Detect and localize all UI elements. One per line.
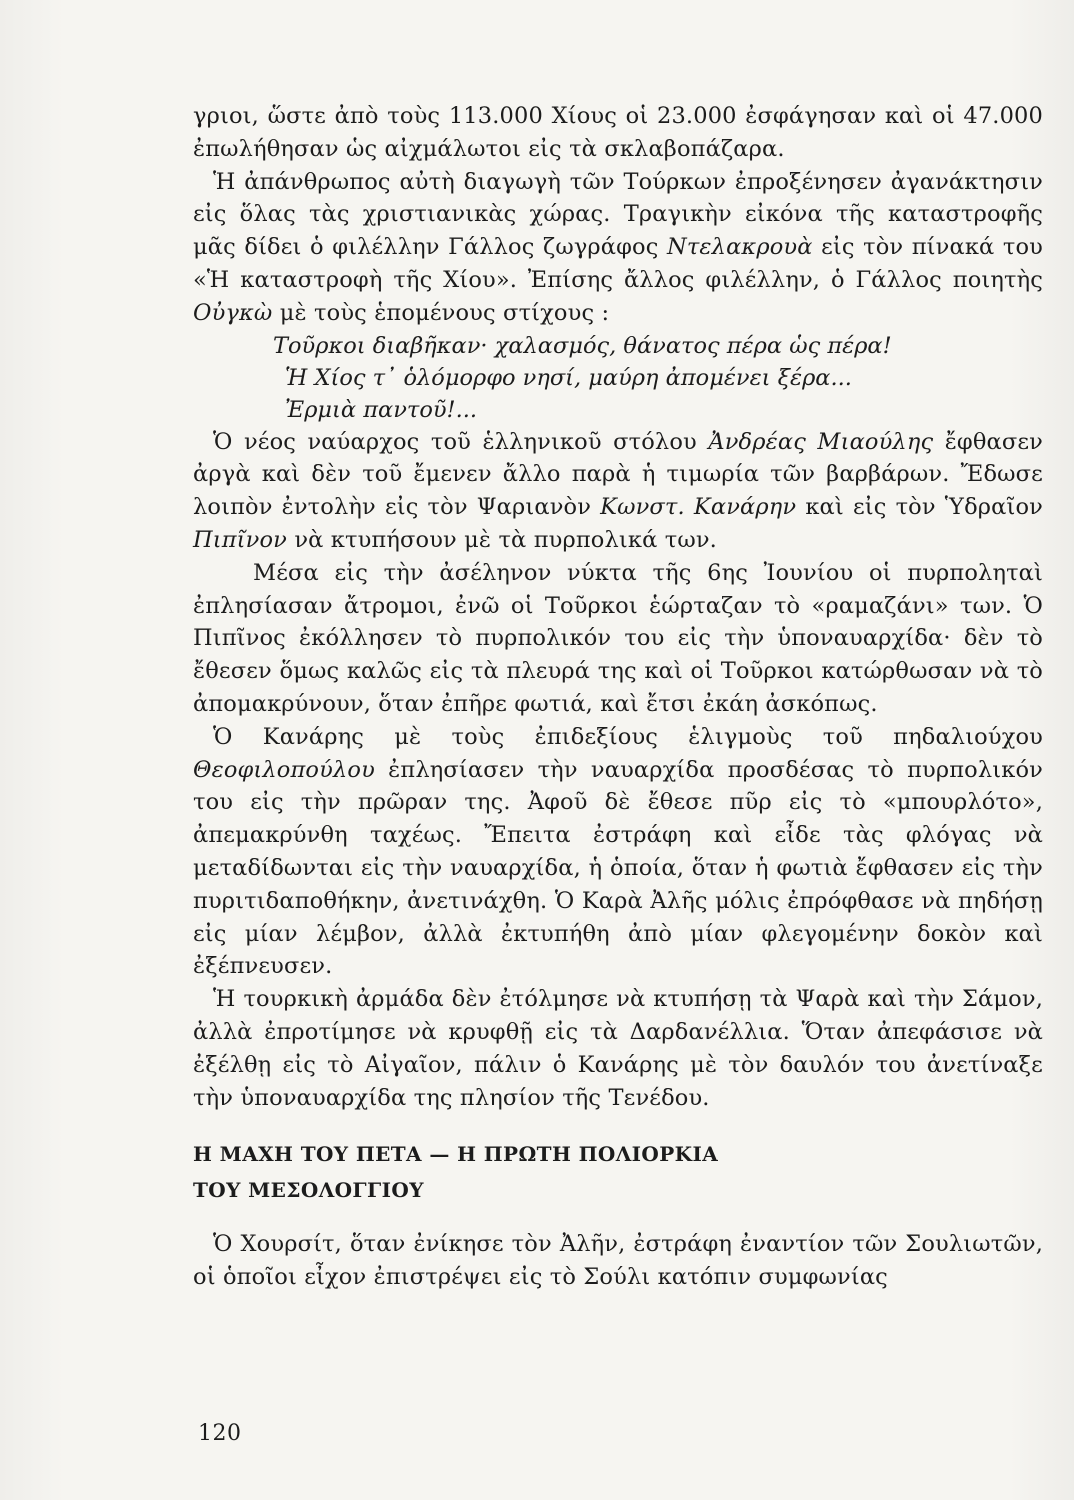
helmsman-name: Θεοφιλοπούλου bbox=[193, 756, 375, 783]
pipinos-name: Πιπῖνον bbox=[193, 526, 288, 553]
page-number: 120 bbox=[198, 1421, 242, 1446]
paragraph-chios-massacre: γριοι, ὥστε ἀπὸ τοὺς 113.000 Χίους οἱ 23.000 ἐσφάγησαν καὶ οἱ 47.000 ἐπωλήθησαν ὡς αἰχμάλωτοι εἰς τὰ σκλαβοπάζαρα. bbox=[193, 103, 1043, 162]
paragraph-hursit: Ὁ Χουρσίτ, ὅταν ἐνίκησε τὸν Ἀλῆν, ἐστράφη ἐναντίον τῶν Σουλιωτῶν, οἱ ὁποῖοι εἶχον ἐπιστρέψει εἰς τὸ Σούλι κατόπιν συμφωνίας bbox=[193, 1231, 1043, 1291]
paragraph-kanaris-fireship: Ὁ Κανάρης μὲ τοὺς ἐπιδεξίους ἑλιγμοὺς τοῦ πηδαλιούχου Θεοφιλοπούλου ἐπλησίασεν τὴν ναυαρχίδα προσδέσας τὸ πυρπολικόν του εἰς τὴν πρῶραν της. Ἀφοῦ δὲ ἔθεσε πῦρ εἰς τὸ «μπουρλότο», ἀπεμακρύνθη ταχέως. Ἔπειτα ἐστράφη καὶ εἶδε τὰς φλόγας νὰ μεταδίδωνται εἰς τὴν ναυαρχίδα, ἡ ὁποία, ὅταν ἡ φωτιὰ ἔφθασεν εἰς τὴν πυριτιδαποθήκην, ἀνετινάχθη. Ὁ Καρὰ Ἀλῆς μόλις ἐπρόφθασε νὰ πηδήσῃ εἰς μίαν λέμβον, ἀλλὰ ἐκτυπήθη ἀπὸ μίαν φλεγομένην δοκὸν καὶ ἐξέπνευσεν. bbox=[193, 723, 1043, 980]
paragraph-night-attack: Μέσα εἰς τὴν ἀσέληνον νύκτα τῆς 6ης Ἰουνίου οἱ πυρποληταὶ ἐπλησίασαν ἄτρομοι, ἐνῶ οἱ Τοῦρκοι ἑώρταζαν τὸ «ραμαζάνι» των. Ὁ Πιπῖνος ἐκόλλησεν τὸ πυρπολικόν του εἰς τὴν ὑποναυαρχίδα· δὲν τὸ ἔθεσεν ὅμως καλῶς εἰς τὰ πλευρά της καὶ οἱ Τοῦρκοι κατώρθωσαν νὰ τὸ ἀπομακρύνουν, ὅταν ἐπῆρε φωτιά, καὶ ἔτσι ἐκάη ἀσκόπως. bbox=[193, 559, 1043, 717]
verse-line: Ἐρμιὰ παντοῦ!... bbox=[285, 396, 478, 423]
verse-line: Ἡ Χίος τ᾿ ὁλόμορφο νησί, μαύρη ἀπομένει ξέρα... bbox=[285, 364, 852, 391]
admiral-name: Ἀνδρέας Μιαούλης bbox=[708, 428, 934, 455]
paragraph-turkish-fleet: Ἡ τουρκικὴ ἀρμάδα δὲν ἐτόλμησε νὰ κτυπήσῃ τὰ Ψαρὰ καὶ τὴν Σάμον, ἀλλὰ ἐπροτίμησε νὰ κρυφθῇ εἰς τὰ Δαρδανέλλια. Ὅταν ἀπεφάσισε νὰ ἐξέλθῃ εἰς τὸ Αἰγαῖον, πάλιν ὁ Κανάρης μὲ τὸν δαυλόν του ἀνετίναξε τὴν ὑποναυαρχίδα της πλησίον τῆς Τενέδου. bbox=[193, 986, 1043, 1111]
poem-verse bbox=[193, 330, 1043, 426]
kanaris-name: Κωνστ. Κανάρην bbox=[600, 494, 797, 521]
painter-name: Ντελακρουὰ bbox=[667, 234, 813, 261]
paragraph-new-admiral: Ὁ νέος ναύαρχος τοῦ ἑλληνικοῦ στόλου Ἀνδρέας Μιαούλης ἔφθασεν ἀργὰ καὶ δὲν τοῦ ἔμενεν ἄλλο παρὰ ἡ τιμωρία τῶν βαρβάρων. Ἔδωσε λοιπὸν ἐντολὴν εἰς τὸν Ψαριανὸν Κωνστ. Κανάρην καὶ εἰς τὸν Ὑδραῖον Πιπῖνον νὰ κτυπήσουν μὲ τὰ πυρπολικά των. bbox=[193, 428, 1044, 553]
paragraph-european-reaction: Ἡ ἀπάνθρωπος αὐτὴ διαγωγὴ τῶν Τούρκων ἐπροξένησεν ἀγανάκτησιν εἰς ὅλας τὰς χριστιανικὰς χώρας. Τραγικὴν εἰκόνα τῆς καταστροφῆς μᾶς δίδει ὁ φιλέλλην Γάλλος ζωγράφος Ντελακρουὰ εἰς τὸν πίνακά του «Ἡ καταστροφὴ τῆς Χίου». Ἐπίσης ἄλλος φιλέλλην, ὁ Γάλλος ποιητὴς Οὐγκὼ μὲ τοὺς ἑπομένους στίχους : bbox=[193, 168, 1044, 326]
verse-line: Τοῦρκοι διαβῆκαν· χαλασμός, θάνατος πέρα ὡς πέρα! bbox=[273, 332, 892, 359]
poet-name: Οὐγκὼ bbox=[193, 299, 273, 326]
section-heading: Η ΜΑΧΗ ΤΟΥ ΠΕΤΑ — Η ΠΡΩΤΗ ΠΟΛΙΟΡΚΙΑ ΤΟΥ ΜΕΣΟΛΟΓΓΙΟΥ bbox=[193, 1142, 719, 1203]
section-spacer bbox=[193, 1114, 1043, 1136]
heading-spacer bbox=[193, 1208, 1043, 1228]
page-body bbox=[193, 100, 1043, 1294]
